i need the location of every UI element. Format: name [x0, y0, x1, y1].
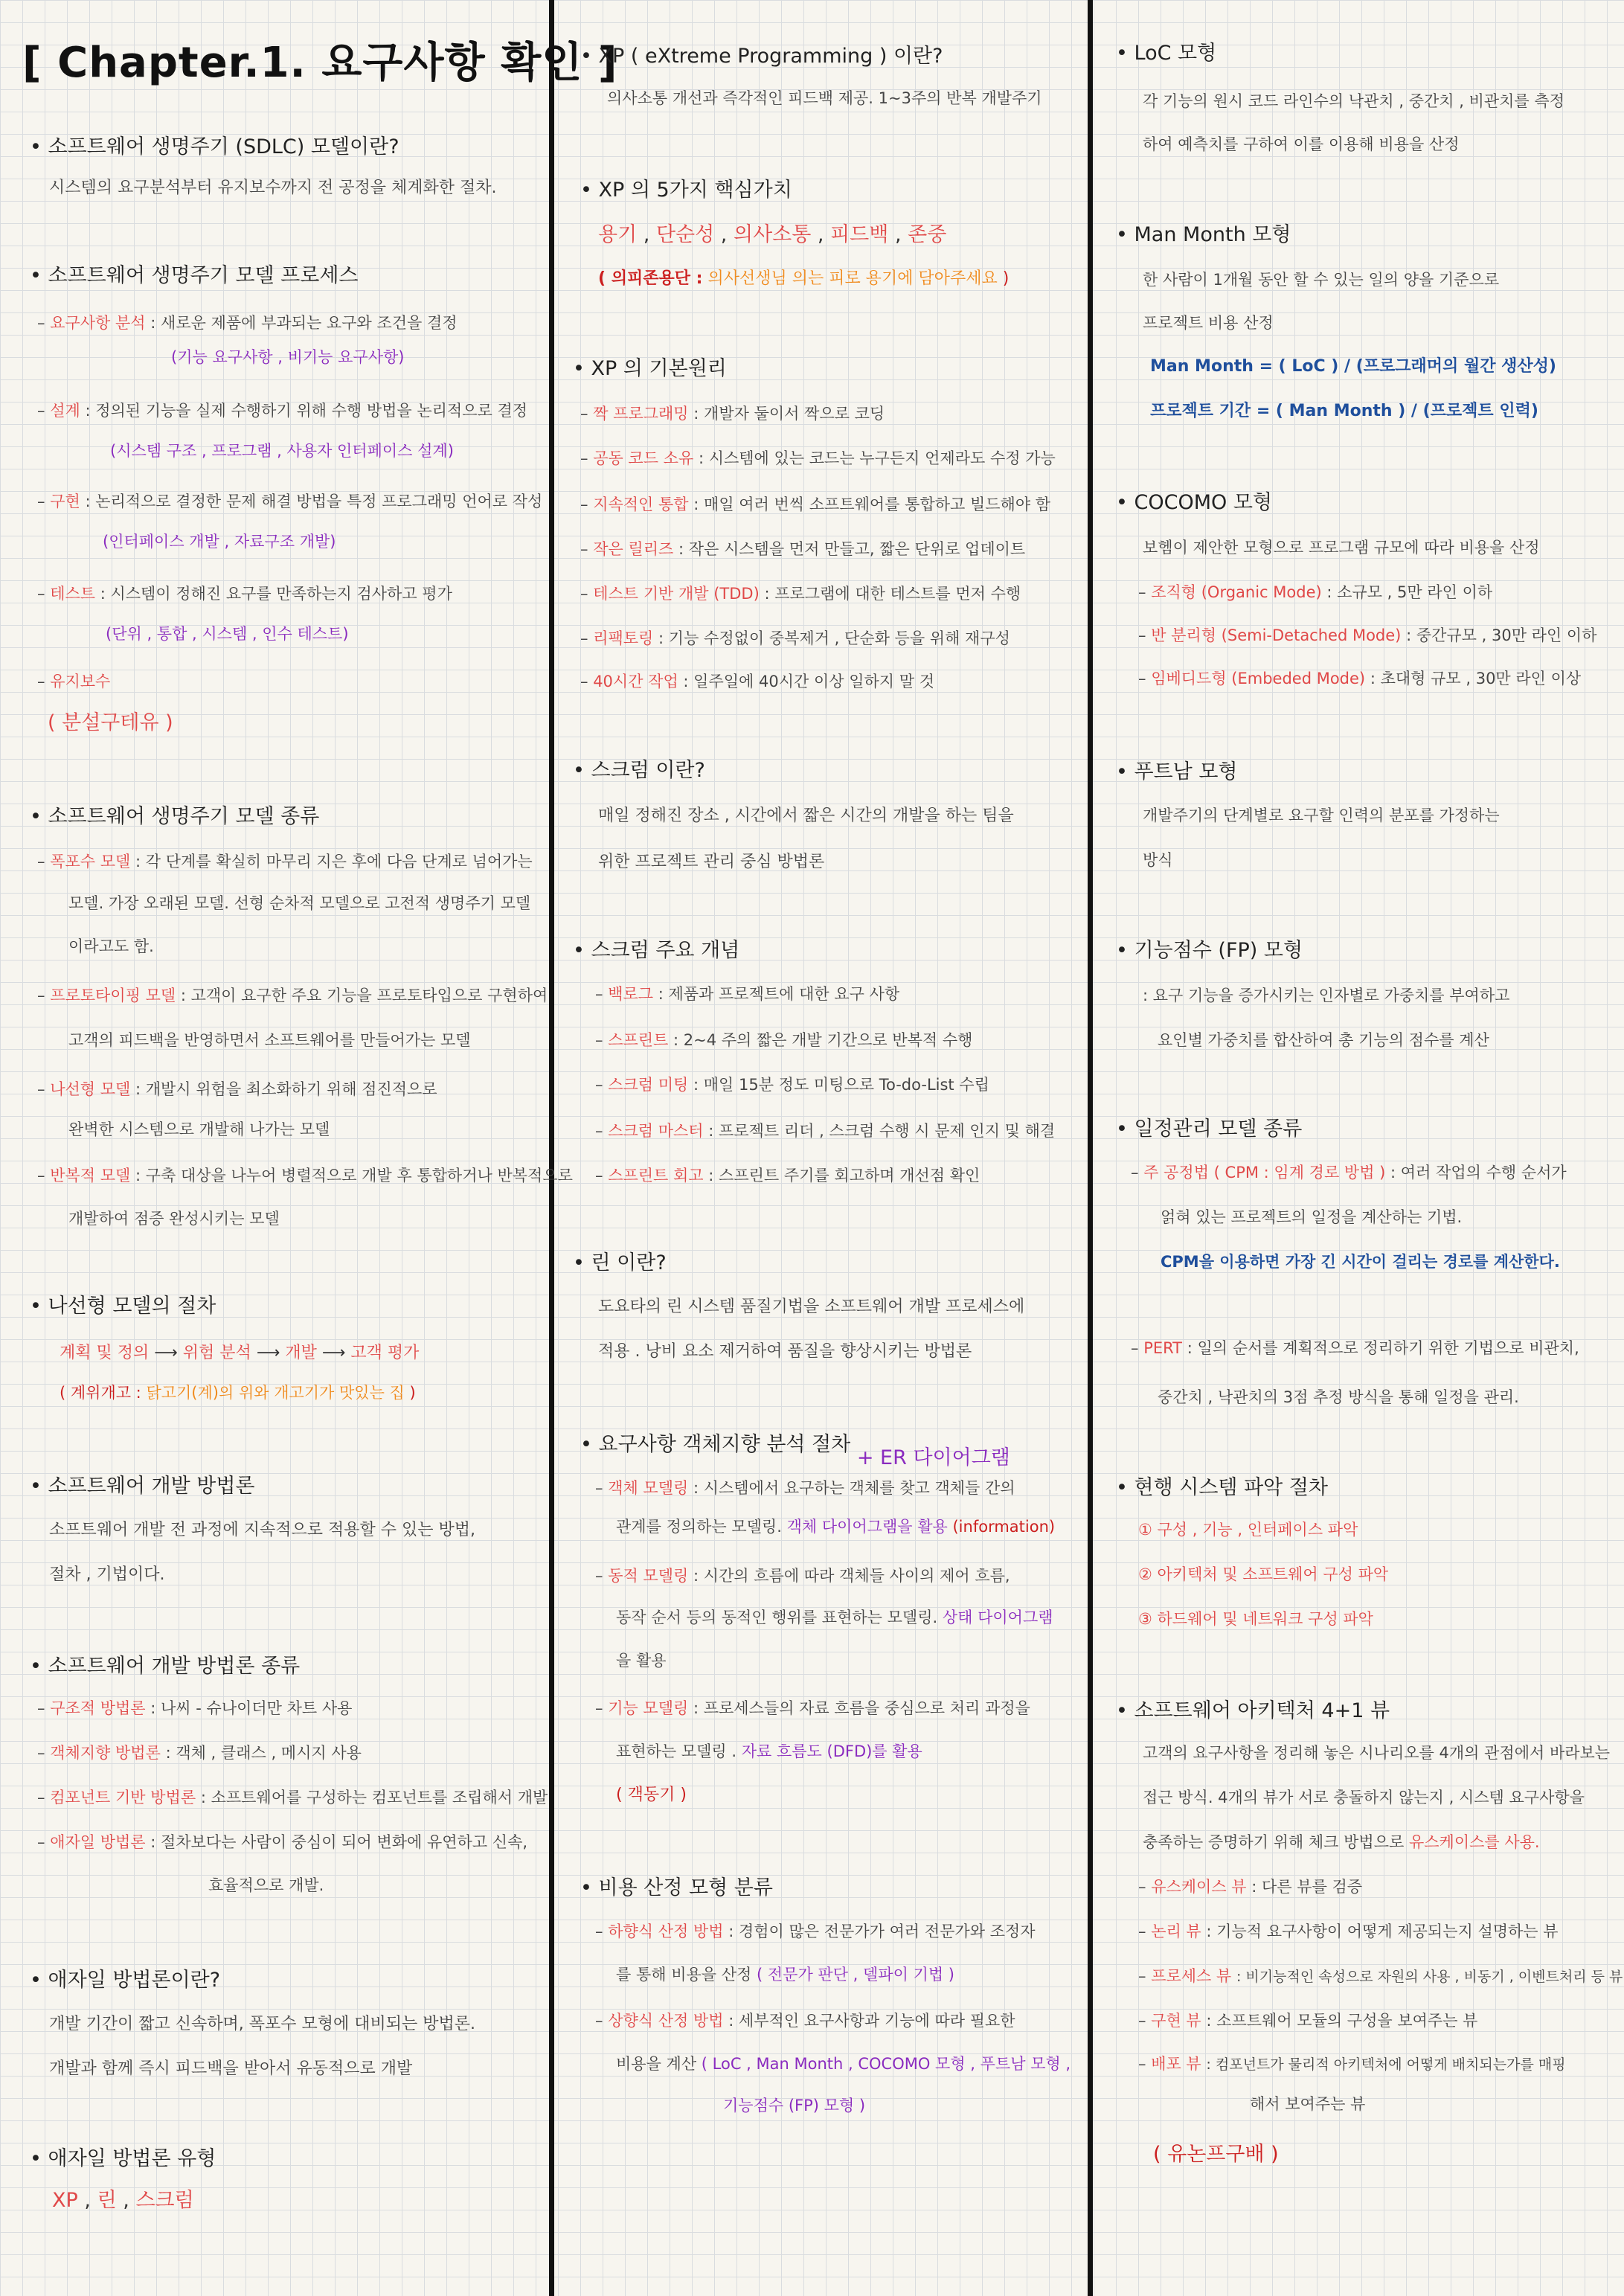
xp5-heading: • XP 의 5가지 핵심가치: [580, 179, 792, 202]
xp5-memo-b: 의사선생님 의는 피로 용기에 담아주세요: [707, 269, 998, 288]
req-text: : 새로운 제품에 부과되는 요구와 조건을 결정: [150, 314, 458, 332]
fm-label: 기능 모델링: [608, 1699, 689, 1717]
om-text2a: 관계를 정의하는 모델링.: [616, 1518, 782, 1536]
method-line2: 절차 , 기법이다.: [49, 1565, 165, 1584]
xpp3-label: 지속적인 통합: [593, 496, 689, 513]
sys-step-2: ② 아키텍처 및 소프트웨어 구성 파악: [1138, 1565, 1389, 1583]
process-implementation: – 구현 : 논리적으로 결정한 문제 해결 방법을 특정 프로그래밍 언어로 작성: [37, 493, 543, 510]
om-text2c: (information): [952, 1518, 1056, 1536]
co-2: – 반 분리형 (Semi-Detached Mode) : 중간규모 , 30만 라인 이하: [1138, 626, 1597, 644]
cost2-line3: 기능점수 (FP) 모형 ): [723, 2097, 866, 2114]
method-heading: • 소프트웨어 개발 방법론: [30, 1475, 255, 1498]
fp-line1: : 요구 기능을 증가시키는 인자별로 가중치를 부여하고: [1143, 987, 1510, 1004]
agile-label: 애자일 방법론: [50, 1833, 146, 1851]
sys-heading: • 현행 시스템 파악 절차: [1116, 1476, 1328, 1500]
co-1: – 조직형 (Organic Mode) : 소규모 , 5만 라인 이하: [1138, 583, 1493, 601]
av2-label: 논리 뷰: [1151, 1923, 1201, 1940]
fm-line2: [616, 1742, 922, 1761]
co2-label: 반 분리형 (Semi-Detached Mode): [1151, 626, 1402, 644]
spiral-memo-b: 닭고기(계)의 위와 개고기가 맛있는 집: [146, 1384, 405, 1402]
co1-text: : 소규모 , 5만 라인 이하: [1326, 583, 1493, 601]
waterfall-label: 폭포수 모델: [50, 853, 131, 870]
scrum-line1: 매일 정해진 장소 , 시간에서 짧은 시간의 개발을 하는 팀을: [598, 807, 1014, 825]
mm-line1: 한 사람이 1개월 동안 할 수 있는 일의 양을 기준으로: [1143, 271, 1500, 289]
req-analysis-title: 요구사항 객체지향 분석 절차: [598, 1433, 851, 1456]
struct-label: 구조적 방법론: [50, 1699, 146, 1717]
spiral-label: 나선형 모델: [50, 1080, 131, 1098]
av3-text: : 비기능적인 속성으로 자원의 사용 , 비동기 , 이벤트처리 등 뷰: [1236, 1969, 1623, 1985]
cbd-line: – 컴포넌트 기반 방법론 : 소프트웨어를 구성하는 컴포넌트를 조립해서 개발: [37, 1789, 548, 1806]
page-title: [ Chapter.1. 요구사항 확인 ]: [22, 39, 618, 87]
pert-line2: 중간치 , 낙관치의 3점 추정 방식을 통해 일정을 관리.: [1158, 1388, 1519, 1406]
proto-line2: 고객의 피드백을 반영하면서 소프트웨어를 만들어가는 모델: [68, 1031, 471, 1049]
xpp5-label: 테스트 기반 개발 (TDD): [593, 585, 760, 603]
maint-label: 유지보수: [50, 673, 111, 690]
om-line1: – 객체 모델링 : 시스템에서 요구하는 객체를 찾고 객체들 간의: [595, 1479, 1015, 1497]
iter-label: 반복적 모델: [50, 1167, 131, 1184]
fm-text1: : 프로세스들의 자료 흐름을 중심으로 처리 과정을: [693, 1699, 1030, 1717]
co3-text: : 초대형 규모 , 30만 라인 이상: [1370, 670, 1582, 687]
spiral-step-2: 위험 분석: [182, 1344, 251, 1362]
comma: ,: [720, 223, 728, 246]
dm-text2b: 상태 다이어그램: [942, 1609, 1053, 1626]
agile-types-heading: • 애자일 방법론 유형: [30, 2147, 216, 2171]
av1-text: : 다른 뷰를 검증: [1251, 1878, 1363, 1896]
sc3-text: : 매일 15분 정도 미팅으로 To-do-List 수립: [693, 1076, 989, 1094]
arch-line3: [1143, 1833, 1540, 1852]
sys-step-1: ① 구성 , 기능 , 인터페이스 파악: [1138, 1521, 1358, 1539]
spiral-proc-heading: • 나선형 모델의 절차: [30, 1295, 216, 1318]
struct-text: : 나씨 - 슈나이더만 차트 사용: [150, 1699, 353, 1717]
oo-text: : 객체 , 클래스 , 메시지 사용: [165, 1744, 362, 1762]
om-text1: : 시스템에서 요구하는 객체를 찾고 객체들 간의: [693, 1479, 1015, 1497]
sc-5: – 스프린트 회고 : 스프린트 주기를 회고하며 개선점 확인: [595, 1167, 981, 1184]
xpp-1: – 짝 프로그래밍 : 개발자 둘이서 짝으로 코딩: [580, 405, 885, 423]
av-5: – 배포 뷰 : 컴포넌트가 물리적 아키텍처에 어떻게 배치되는가를 매핑: [1138, 2055, 1566, 2073]
cpm-text1: : 여러 작업의 수행 순서가: [1390, 1164, 1567, 1181]
comma: ,: [643, 223, 650, 246]
av-4: – 구현 뷰 : 소프트웨어 모듈의 구성을 보여주는 뷰: [1138, 2012, 1478, 2030]
av2-text: : 기능적 요구사항이 어떻게 제공되는지 설명하는 뷰: [1206, 1923, 1559, 1940]
av-3: – 프로세스 뷰 : 비기능적인 속성으로 자원의 사용 , 비동기 , 이벤트처리 등 뷰: [1138, 1967, 1623, 1985]
loc-line1: 각 기능의 원시 코드 라인수의 낙관치 , 중간치 , 비관치를 측정: [1143, 92, 1564, 110]
pert-label: PERT: [1143, 1339, 1183, 1357]
agile-line1: – 애자일 방법론 : 절차보다는 사람이 중심이 되어 변화에 유연하고 신속,: [37, 1833, 528, 1851]
xp5-value-1: 용기: [598, 223, 638, 246]
sc-2: – 스프린트 : 2~4 주의 짧은 개발 기간으로 반복적 수행: [595, 1031, 973, 1049]
spiral-memo-c: ): [409, 1384, 416, 1402]
method-line1: 소프트웨어 개발 전 과정에 지속적으로 적용할 수 있는 방법,: [49, 1521, 475, 1539]
xpp7-label: 40시간 작업: [593, 673, 678, 690]
xp5-memo-c: ): [1002, 269, 1010, 288]
comma: ,: [84, 2189, 91, 2212]
sc4-text: : 프로젝트 리더 , 스크럼 수행 시 문제 인지 및 해결: [708, 1122, 1056, 1140]
cost2-text1: : 세부적인 요구사항과 기능에 따라 필요한: [728, 2012, 1015, 2030]
fp-heading: • 기능점수 (FP) 모형: [1116, 939, 1303, 963]
oo-label: 객체지향 방법론: [50, 1744, 161, 1762]
waterfall-line2: 모델. 가장 오래된 모델. 선형 순차적 모델으로 고전적 생명주기 모델: [68, 894, 531, 912]
dm-text1: : 시간의 흐름에 따라 객체들 사이의 제어 흐름,: [693, 1567, 1010, 1585]
process-design: – 설계 : 정의된 기능을 실제 수행하기 위해 수행 방법을 논리적으로 결정: [37, 402, 528, 420]
mm-heading: • Man Month 모형: [1116, 223, 1291, 247]
impl-text: : 논리적으로 결정한 문제 해결 방법을 특정 프로그래밍 언어로 작성: [85, 493, 543, 510]
cost-heading: • 비용 산정 모형 분류: [580, 1876, 773, 1900]
xpp1-text: : 개발자 둘이서 짝으로 코딩: [693, 405, 885, 423]
iter-text1: : 구축 대상을 나누어 병렬적으로 개발 후 통합하거나 반복적으로: [135, 1167, 573, 1184]
proto-text1: : 고객이 요구한 주요 기능을 프로토타입으로 구현하여: [180, 987, 548, 1004]
process-heading: • 소프트웨어 생명주기 모델 프로세스: [30, 264, 359, 288]
av-1: – 유스케이스 뷰 : 다른 뷰를 검증: [1138, 1878, 1363, 1896]
putnam-line2: 방식: [1143, 851, 1173, 869]
xp5-memo: [598, 269, 1009, 289]
co3-label: 임베디드형 (Embeded Mode): [1151, 670, 1366, 687]
cost1-text1: : 경험이 많은 전문가가 여러 전문가와 조정자: [728, 1923, 1036, 1940]
om-line2: [616, 1518, 1055, 1536]
cbd-text: : 소프트웨어를 구성하는 컴포넌트를 조립해서 개발: [200, 1789, 548, 1806]
xpp6-text: : 기능 수정없이 중복제거 , 단순화 등을 위해 재구성: [658, 629, 1010, 647]
dm-text2a: 동작 순서 등의 동적인 행위를 표현하는 모델링.: [616, 1609, 938, 1626]
xpp-2: – 공동 코드 소유 : 시스템에 있는 코드는 누구든지 언제라도 수정 가능: [580, 449, 1056, 467]
loc-heading: • LoC 모형: [1116, 42, 1216, 65]
loc-line2: 하여 예측치를 구하여 이를 이용해 비용을 산정: [1143, 135, 1460, 153]
process-memo: ( 분설구테유 ): [48, 711, 173, 734]
sc5-text: : 스프린트 주기를 회고하며 개선점 확인: [708, 1167, 981, 1184]
xp-answer: 의사소통 개선과 즉각적인 피드백 제공. 1~3주의 반복 개발주기: [607, 89, 1042, 107]
spiral-text1: : 개발시 위험을 최소화하기 위해 점진적으로: [135, 1080, 437, 1098]
cost1-text2b: ( 전문가 판단 , 델파이 기법 ): [757, 1966, 954, 1984]
req-analysis-heading: [580, 1433, 1010, 1469]
agile-desc2: 개발과 함께 즉시 피드백을 받아서 유동적으로 개발: [49, 2059, 413, 2078]
xpp-heading: • XP 의 기본원리: [573, 357, 727, 381]
cost1-label: 하향식 산정 방법: [608, 1923, 724, 1940]
req-label: 요구사항 분석: [50, 314, 146, 332]
xp5-value-4: 피드백: [830, 223, 889, 246]
putnam-line1: 개발주기의 단계별로 요구할 인력의 분포를 가정하는: [1143, 807, 1500, 824]
xpp-3: – 지속적인 통합 : 매일 여러 번씩 소프트웨어를 통합하고 빌드해야 함: [580, 496, 1051, 513]
xpp2-label: 공동 코드 소유: [593, 449, 694, 467]
column-divider-right: [1088, 0, 1093, 2296]
sc-1: – 백로그 : 제품과 프로젝트에 대한 요구 사항: [595, 985, 900, 1003]
comma: ,: [123, 2189, 129, 2212]
agile-desc1: 개발 기간이 짧고 신속하며, 폭포수 모형에 대비되는 방법론.: [49, 2015, 475, 2033]
om-label: 객체 모델링: [608, 1479, 689, 1497]
mm-formula-2: 프로젝트 기간 = ( Man Month ) / (프로젝트 인력): [1150, 402, 1538, 420]
xpp4-label: 작은 릴리즈: [593, 540, 674, 558]
mtypes-heading: • 소프트웨어 개발 방법론 종류: [30, 1655, 300, 1678]
cost2-text2a: 비용을 계산: [616, 2055, 697, 2073]
dm-line2: [616, 1609, 1053, 1627]
waterfall-line3: 이라고도 함.: [68, 937, 154, 955]
design-sub: (시스템 구조 , 프로그램 , 사용자 인터페이스 설계): [110, 442, 454, 460]
sc-3: – 스크럼 미팅 : 매일 15분 정도 미팅으로 To-do-List 수립: [595, 1076, 989, 1094]
xpp-7: – 40시간 작업 : 일주일에 40시간 이상 일하지 말 것: [580, 673, 934, 690]
av4-text: : 소프트웨어 모듈의 구성을 보여주는 뷰: [1206, 2012, 1478, 2030]
dm-label: 동적 모델링: [608, 1567, 689, 1585]
agile-line2: 효율적으로 개발.: [208, 1876, 324, 1894]
av4-label: 구현 뷰: [1151, 2012, 1201, 2030]
spiral-steps: [60, 1344, 419, 1363]
av-5-line2: 해서 보여주는 뷰: [1250, 2095, 1366, 2113]
xpp3-text: : 매일 여러 번씩 소프트웨어를 통합하고 빌드해야 함: [693, 496, 1051, 513]
test-sub: (단위 , 통합 , 시스템 , 인수 테스트): [106, 625, 349, 643]
test-label: 테스트: [50, 585, 96, 603]
co2-text: : 중간규모 , 30만 라인 이하: [1406, 626, 1597, 644]
pert-line1: – PERT : 일의 순서를 계획적으로 정리하기 위한 기법으로 비관치,: [1131, 1339, 1579, 1357]
process-maintenance: – 유지보수: [37, 673, 111, 690]
arch-memo: ( 유논프구배 ): [1153, 2143, 1279, 2166]
agile-type-scrum: 스크럼: [135, 2189, 194, 2212]
sdlc-question: • 소프트웨어 생명주기 (SDLC) 모델이란?: [30, 135, 399, 159]
scrum-heading: • 스크럼 이란?: [573, 759, 705, 783]
impl-sub: (인터페이스 개발 , 자료구조 개발): [103, 533, 336, 551]
av5-label: 배포 뷰: [1151, 2055, 1201, 2073]
dm-line1: – 동적 모델링 : 시간의 흐름에 따라 객체들 사이의 제어 흐름,: [595, 1567, 1010, 1585]
types-heading: • 소프트웨어 생명주기 모델 종류: [30, 805, 319, 829]
spiral-memo-a: ( 계위개고 :: [60, 1384, 141, 1402]
agile-types-list: [52, 2189, 194, 2213]
xpp1-label: 짝 프로그래밍: [593, 405, 689, 423]
xp5-memo-a: ( 의피존용단 :: [598, 269, 703, 288]
lean-line2: 적용 . 낭비 요소 제거하여 품질을 향상시키는 방법론: [598, 1342, 972, 1361]
arch-line1: 고객의 요구사항을 정리해 놓은 시나리오를 4개의 관점에서 바라보는: [1143, 1744, 1611, 1762]
req-analysis-plus: + ER 다이어그램: [856, 1446, 1010, 1469]
sc2-text: : 2~4 주의 짧은 개발 기간으로 반복적 수행: [673, 1031, 973, 1049]
cost2-line1: – 상향식 산정 방법 : 세부적인 요구사항과 기능에 따라 필요한: [595, 2012, 1015, 2030]
cost1-text2a: 를 통해 비용을 산정: [616, 1966, 752, 1984]
cpm-line1: – 주 공정법 ( CPM : 임계 경로 방법 ) : 여러 작업의 수행 순서가: [1131, 1164, 1567, 1181]
cocomo-line1: 보헴이 제안한 모형으로 프로그램 규모에 따라 비용을 산정: [1143, 539, 1540, 557]
xp5-values: [598, 223, 946, 247]
cbd-label: 컴포넌트 기반 방법론: [50, 1789, 196, 1806]
arch-line2: 접근 방식. 4개의 뷰가 서로 충돌하지 않는지 , 시스템 요구사항을: [1143, 1789, 1585, 1806]
arrow-icon: ⟶: [321, 1344, 346, 1362]
xpp-4: – 작은 릴리즈 : 작은 시스템을 먼저 만들고, 짧은 단위로 업데이트: [580, 540, 1026, 558]
pert-text1: : 일의 순서를 계획적으로 정리하기 위한 기법으로 비관치,: [1187, 1339, 1579, 1357]
spiral-step-4: 고객 평가: [350, 1344, 420, 1362]
xp-heading: • XP ( eXtreme Programming ) 이란?: [580, 45, 943, 68]
mm-formula-1: Man Month = ( LoC ) / (프로그래머의 월간 생산성): [1150, 357, 1556, 376]
proto-label: 프로토타이핑 모델: [50, 987, 176, 1004]
agile-heading: • 애자일 방법론이란?: [30, 1969, 220, 1992]
sc2-label: 스프린트: [608, 1031, 669, 1049]
sc4-label: 스크럼 마스터: [608, 1122, 704, 1140]
fm-memo: ( 객동기 ): [616, 1786, 687, 1804]
cpm-label: 주 공정법 ( CPM : 임계 경로 방법 ): [1143, 1164, 1386, 1181]
cpm-line3: CPM을 이용하면 가장 긴 시간이 걸리는 경로를 계산한다.: [1161, 1253, 1560, 1271]
xp5-value-2: 단순성: [655, 223, 715, 246]
test-text: : 시스템이 정해진 요구를 만족하는지 검사하고 평가: [100, 585, 452, 603]
process-test: – 테스트 : 시스템이 정해진 요구를 만족하는지 검사하고 평가: [37, 585, 452, 603]
arch-line3a: 충족하는 증명하기 위해 체크 방법으로: [1143, 1833, 1405, 1851]
av-2: – 논리 뷰 : 기능적 요구사항이 어떻게 제공되는지 설명하는 뷰: [1138, 1923, 1559, 1940]
putnam-heading: • 푸트남 모형: [1116, 760, 1238, 784]
xpp-5: – 테스트 기반 개발 (TDD) : 프로그램에 대한 테스트를 먼저 수행: [580, 585, 1021, 603]
column-divider-left: [549, 0, 554, 2296]
co-3: – 임베디드형 (Embeded Mode) : 초대형 규모 , 30만 라인 이상: [1138, 670, 1582, 687]
struct-line: – 구조적 방법론 : 나씨 - 슈나이더만 차트 사용: [37, 1699, 353, 1717]
xpp5-text: : 프로그램에 대한 테스트를 먼저 수행: [764, 585, 1021, 603]
iter-line1: – 반복적 모델 : 구축 대상을 나누어 병렬적으로 개발 후 통합하거나 반복적으로: [37, 1167, 573, 1184]
sc3-label: 스크럼 미팅: [608, 1076, 689, 1094]
scrumc-heading: • 스크럼 주요 개념: [573, 939, 739, 963]
fm-line1: – 기능 모델링 : 프로세스들의 자료 흐름을 중심으로 처리 과정을: [595, 1699, 1030, 1717]
co1-label: 조직형 (Organic Mode): [1151, 583, 1322, 601]
arch-line3b: 유스케이스를 사용.: [1408, 1833, 1540, 1851]
arrow-icon: ⟶: [256, 1344, 280, 1362]
proto-line1: – 프로토타이핑 모델 : 고객이 요구한 주요 기능을 프로토타입으로 구현하여: [37, 987, 548, 1004]
design-label: 설계: [50, 402, 80, 420]
scrum-line2: 위한 프로젝트 관리 중심 방법론: [598, 853, 825, 871]
cost2-line2: [616, 2055, 1071, 2074]
process-requirements: – 요구사항 분석 : 새로운 제품에 부과되는 요구와 조건을 결정: [37, 314, 458, 332]
xpp4-text: : 작은 시스템을 먼저 만들고, 짧은 단위로 업데이트: [678, 540, 1026, 558]
fp-line2: 요인별 가중치를 합산하여 총 기능의 점수를 계산: [1158, 1031, 1489, 1049]
om-text2b: 객체 다이어그램을 활용: [786, 1518, 948, 1536]
fm-text2a: 표현하는 모델링 .: [616, 1742, 737, 1760]
dm-line3: 을 활용: [616, 1652, 667, 1670]
spiral-step-1: 계획 및 정의: [60, 1344, 150, 1362]
sc-4: – 스크럼 마스터 : 프로젝트 리더 , 스크럼 수행 시 문제 인지 및 해결: [595, 1122, 1056, 1140]
xpp2-text: : 시스템에 있는 코드는 누구든지 언제라도 수정 가능: [698, 449, 1056, 467]
xp5-value-3: 의사소통: [733, 223, 812, 246]
waterfall-line1: – 폭포수 모델 : 각 단계를 확실히 마무리 지은 후에 다음 단계로 넘어가는: [37, 853, 533, 870]
comma: ,: [894, 223, 902, 246]
sc1-text: : 제품과 프로젝트에 대한 요구 사항: [658, 985, 900, 1003]
cost1-line1: – 하향식 산정 방법 : 경험이 많은 전문가가 여러 전문가와 조정자: [595, 1923, 1036, 1940]
sdlc-answer: 시스템의 요구분석부터 유지보수까지 전 공정을 체계화한 절차.: [49, 179, 497, 197]
cocomo-heading: • COCOMO 모형: [1116, 491, 1272, 515]
sc1-label: 백로그: [608, 985, 654, 1003]
comma: ,: [817, 223, 824, 246]
req-sub: (기능 요구사항 , 비기능 요구사항): [171, 348, 405, 366]
av5-text: : 컴포넌트가 물리적 아키텍처에 어떻게 배치되는가를 매핑: [1206, 2056, 1566, 2073]
spiral-line2: 완벽한 시스템으로 개발해 나가는 모델: [68, 1120, 330, 1138]
sched-heading: • 일정관리 모델 종류: [1116, 1117, 1302, 1141]
agile-text: : 절차보다는 사람이 중심이 되어 변화에 유연하고 신속,: [150, 1833, 528, 1851]
iter-line2: 개발하여 점증 완성시키는 모델: [68, 1210, 280, 1228]
xpp6-label: 리팩토링: [593, 629, 654, 647]
agile-type-xp: XP: [52, 2189, 78, 2212]
sys-step-3: ③ 하드웨어 및 네트워크 구성 파악: [1138, 1610, 1373, 1628]
spiral-step-3: 개발: [285, 1344, 317, 1362]
xpp-6: – 리팩토링 : 기능 수정없이 중복제거 , 단순화 등을 위해 재구성: [580, 629, 1010, 647]
impl-label: 구현: [50, 493, 80, 510]
arch-heading: • 소프트웨어 아키텍처 4+1 뷰: [1116, 1699, 1390, 1723]
agile-type-lean: 린: [97, 2189, 117, 2212]
xp5-value-5: 존중: [908, 223, 947, 246]
lean-line1: 도요타의 린 시스템 품질기법을 소프트웨어 개발 프로세스에: [598, 1298, 1025, 1316]
sc5-label: 스프린트 회고: [608, 1167, 704, 1184]
lean-heading: • 린 이란?: [573, 1251, 667, 1275]
mm-line2: 프로젝트 비용 산정: [1143, 314, 1274, 332]
arrow-icon: ⟶: [154, 1344, 178, 1362]
oo-line: – 객체지향 방법론 : 객체 , 클래스 , 메시지 사용: [37, 1744, 362, 1762]
cost1-line2: [616, 1966, 954, 1984]
waterfall-text1: : 각 단계를 확실히 마무리 지은 후에 다음 단계로 넘어가는: [135, 853, 533, 870]
cost2-label: 상향식 산정 방법: [608, 2012, 724, 2030]
cpm-line2: 얽혀 있는 프로젝트의 일정을 계산하는 기법.: [1161, 1208, 1463, 1226]
cost2-text2b: ( LoC , Man Month , COCOMO 모형 , 푸트남 모형 ,: [701, 2055, 1071, 2073]
xpp7-text: : 일주일에 40시간 이상 일하지 말 것: [683, 673, 934, 690]
av1-label: 유스케이스 뷰: [1151, 1878, 1247, 1896]
av3-label: 프로세스 뷰: [1151, 1967, 1232, 1985]
spiral-line1: – 나선형 모델 : 개발시 위험을 최소화하기 위해 점진적으로: [37, 1080, 437, 1098]
design-text: : 정의된 기능을 실제 수행하기 위해 수행 방법을 논리적으로 결정: [85, 402, 528, 420]
spiral-memo: [60, 1384, 416, 1402]
fm-text2b: 자료 흐름도 (DFD)를 활용: [741, 1742, 922, 1760]
